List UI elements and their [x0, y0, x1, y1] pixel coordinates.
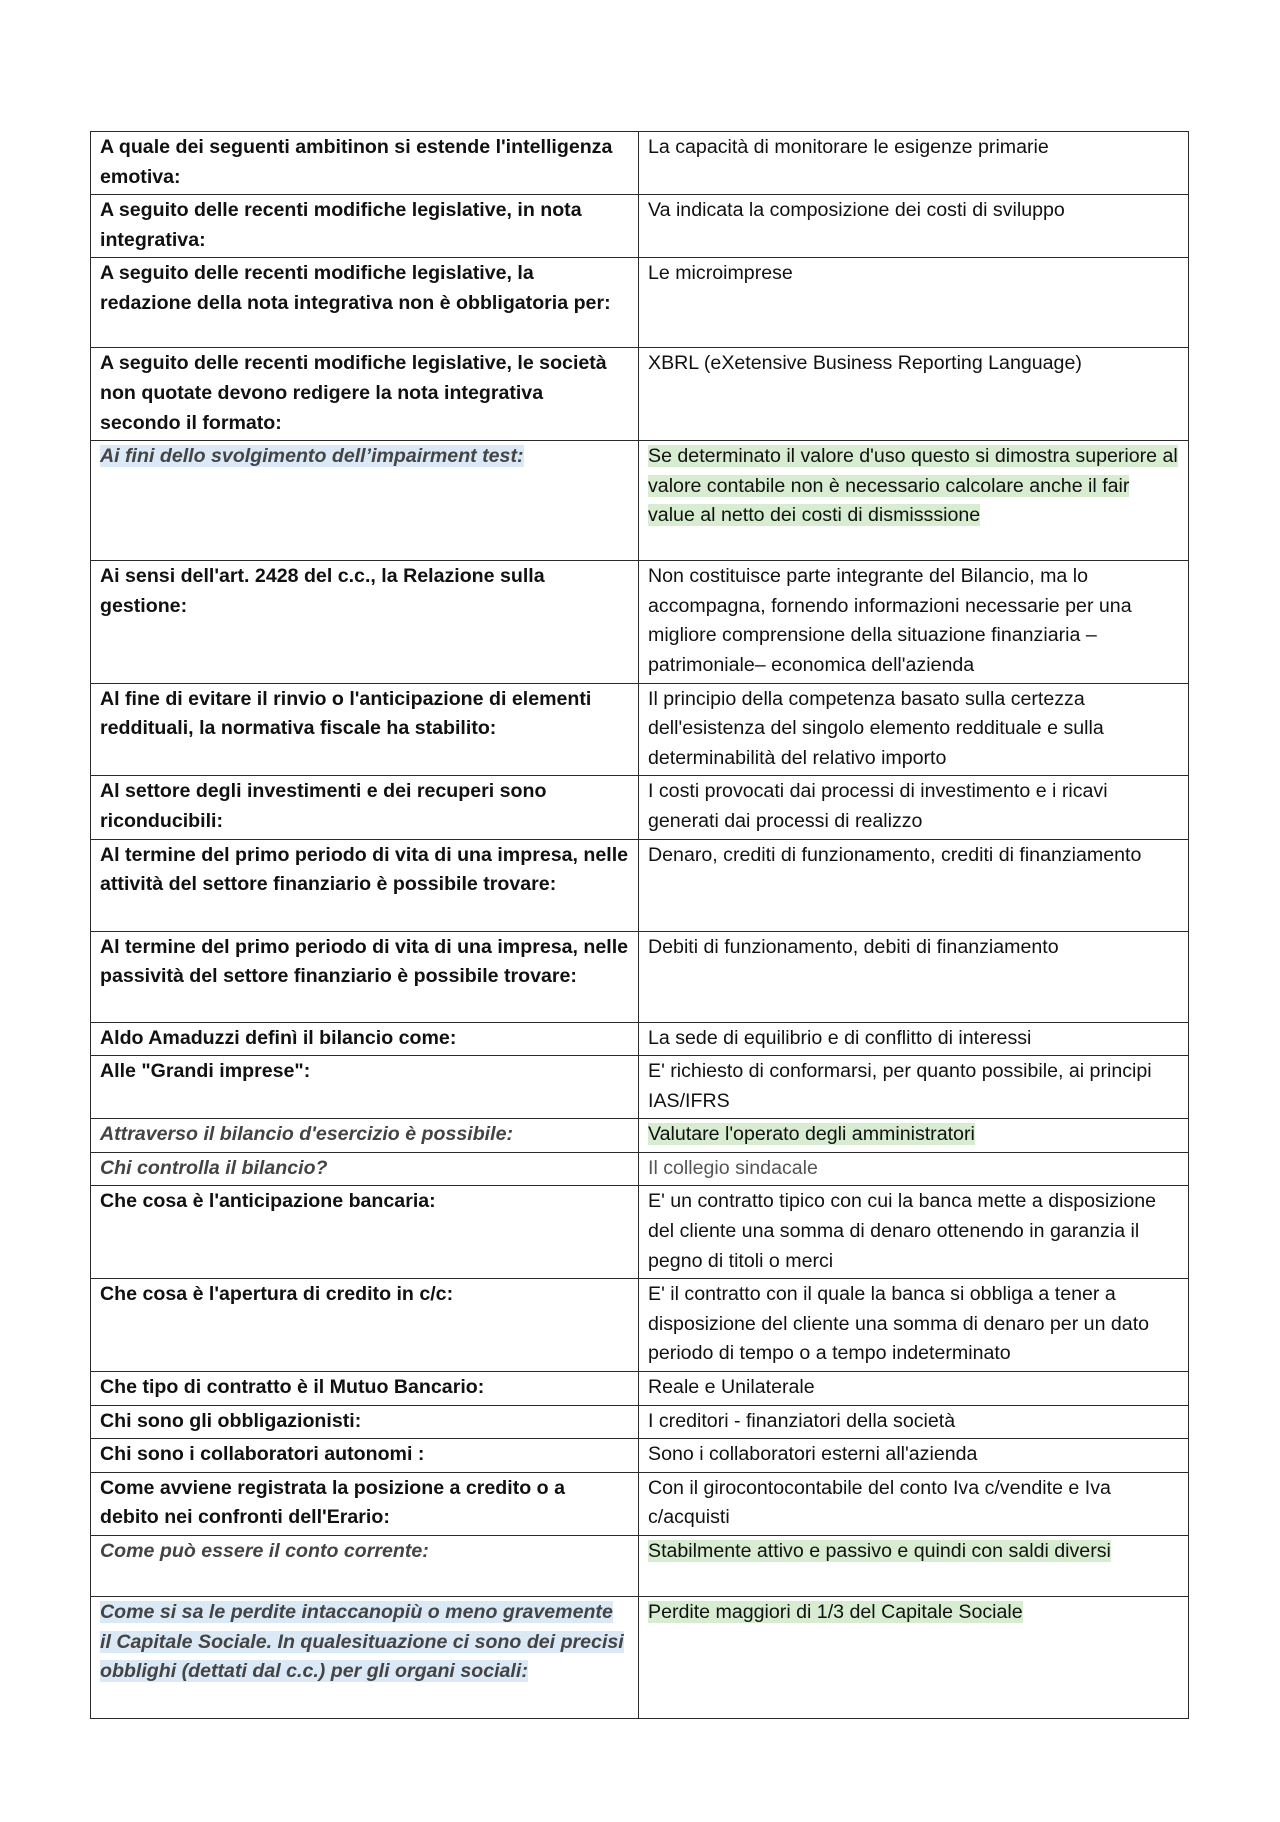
- question-cell: Come può essere il conto corrente:: [91, 1536, 639, 1597]
- table-row: [91, 839, 1189, 931]
- highlighted-question: Ai fini dello svolgimento dell’impairment test:: [100, 445, 524, 468]
- table-row: [91, 776, 1189, 839]
- answer-cell: E' un contratto tipico con cui la banca mette a disposizione del cliente una somma di denaro ottenendo in garanzia il pegno di titoli o merci: [639, 1186, 1189, 1279]
- question-cell: Chi sono gli obbligazionisti:: [91, 1405, 639, 1439]
- table-row: [91, 1536, 1189, 1597]
- question-cell: Aldo Amaduzzi definì il bilancio come:: [91, 1022, 639, 1056]
- table-row: [91, 1405, 1189, 1439]
- table-row: [91, 1472, 1189, 1535]
- answer-cell: Reale e Unilaterale: [639, 1372, 1189, 1406]
- highlighted-answer: Perdite maggiori di 1/3 del Capitale Sociale: [648, 1601, 1023, 1623]
- question-cell: A seguito delle recenti modifiche legislative, le società non quotate devono redigere la nota integrativa secondo il formato:: [91, 348, 639, 441]
- question-cell: Attraverso il bilancio d'esercizio è possibile:: [91, 1119, 639, 1153]
- question-cell: [91, 1597, 639, 1719]
- answer-cell: Sono i collaboratori esterni all'azienda: [639, 1439, 1189, 1473]
- highlighted-question: Come si sa le perdite intaccanopiù o meno gravemente il Capitale Sociale. In qualesituazione ci sono dei precisi obblighi (dettati dal c.c.) per gli organi sociali:: [100, 1601, 624, 1683]
- table-row: [91, 348, 1189, 441]
- question-cell: A quale dei seguenti ambitinon si estende l'intelligenza emotiva:: [91, 132, 639, 195]
- answer-cell: Il collegio sindacale: [639, 1152, 1189, 1186]
- table-row: [91, 683, 1189, 776]
- answer-cell: Il principio della competenza basato sulla certezza dell'esistenza del singolo elemento reddituale e sulla determinabilità del relativo importo: [639, 683, 1189, 776]
- answer-cell: Denaro, crediti di funzionamento, crediti di finanziamento: [639, 839, 1189, 931]
- table-row: [91, 931, 1189, 1022]
- table-row: [91, 1279, 1189, 1372]
- question-cell: A seguito delle recenti modifiche legislative, la redazione della nota integrativa non è obbligatoria per:: [91, 258, 639, 348]
- table-row: [91, 1022, 1189, 1056]
- answer-cell: Debiti di funzionamento, debiti di finanziamento: [639, 931, 1189, 1022]
- table-row: [91, 1152, 1189, 1186]
- table-row: [91, 258, 1189, 348]
- question-cell: Ai sensi dell'art. 2428 del c.c., la Relazione sulla gestione:: [91, 561, 639, 683]
- answer-cell: Le microimprese: [639, 258, 1189, 348]
- highlighted-answer: Se determinato il valore d'uso questo si dimostra superiore al valore contabile non è necessario calcolare anche il fair value al netto dei costi di dismisssione: [648, 445, 1178, 527]
- answer-cell: Va indicata la composizione dei costi di sviluppo: [639, 195, 1189, 258]
- table-row: [91, 132, 1189, 195]
- question-cell: Che tipo di contratto è il Mutuo Bancario:: [91, 1372, 639, 1406]
- table-row: [91, 1597, 1189, 1719]
- table-row: [91, 1119, 1189, 1153]
- highlighted-answer: Valutare l'operato degli amministratori: [648, 1123, 975, 1146]
- question-cell: [91, 441, 639, 561]
- question-cell: Al settore degli investimenti e dei recuperi sono riconducibili:: [91, 776, 639, 839]
- question-cell: Chi controlla il bilancio?: [91, 1152, 639, 1186]
- question-cell: Alle "Grandi imprese":: [91, 1056, 639, 1119]
- answer-cell: E' richiesto di conformarsi, per quanto possibile, ai principi IAS/IFRS: [639, 1056, 1189, 1119]
- answer-cell: XBRL (eXetensive Business Reporting Language): [639, 348, 1189, 441]
- question-cell: A seguito delle recenti modifiche legislative, in nota integrativa:: [91, 195, 639, 258]
- table-row: [91, 441, 1189, 561]
- table-row: [91, 1439, 1189, 1473]
- table-row: [91, 1056, 1189, 1119]
- question-cell: Che cosa è l'anticipazione bancaria:: [91, 1186, 639, 1279]
- table-row: [91, 561, 1189, 683]
- table-row: [91, 1186, 1189, 1279]
- answer-cell: E' il contratto con il quale la banca si obbliga a tener a disposizione del cliente una somma di denaro per un dato periodo di tempo o a tempo indeterminato: [639, 1279, 1189, 1372]
- answer-cell: La capacità di monitorare le esigenze primarie: [639, 132, 1189, 195]
- answer-cell: I costi provocati dai processi di investimento e i ricavi generati dai processi di realizzo: [639, 776, 1189, 839]
- answer-cell: [639, 1119, 1189, 1153]
- question-cell: Al termine del primo periodo di vita di una impresa, nelle passività del settore finanziario è possibile trovare:: [91, 931, 639, 1022]
- question-cell: Chi sono i collaboratori autonomi :: [91, 1439, 639, 1473]
- highlighted-answer: Stabilmente attivo e passivo e quindi con saldi diversi: [648, 1540, 1111, 1562]
- answer-cell: [639, 441, 1189, 561]
- table-row: [91, 1372, 1189, 1406]
- table-row: [91, 195, 1189, 258]
- answer-cell: Con il girocontocontabile del conto Iva c/vendite e Iva c/acquisti: [639, 1472, 1189, 1535]
- answer-cell: Non costituisce parte integrante del Bilancio, ma lo accompagna, fornendo informazioni necessarie per una migliore comprensione della situazione finanziaria – patrimoniale– economica dell'azienda: [639, 561, 1189, 683]
- answer-cell: La sede di equilibrio e di conflitto di interessi: [639, 1022, 1189, 1056]
- question-cell: Che cosa è l'apertura di credito in c/c:: [91, 1279, 639, 1372]
- answer-cell: [639, 1597, 1189, 1719]
- qa-table: [90, 131, 1189, 1719]
- question-cell: Al termine del primo periodo di vita di una impresa, nelle attività del settore finanziario è possibile trovare:: [91, 839, 639, 931]
- question-cell: Come avviene registrata la posizione a credito o a debito nei confronti dell'Erario:: [91, 1472, 639, 1535]
- answer-cell: [639, 1536, 1189, 1597]
- answer-cell: I creditori - finanziatori della società: [639, 1405, 1189, 1439]
- question-cell: Al fine di evitare il rinvio o l'anticipazione di elementi reddituali, la normativa fiscale ha stabilito:: [91, 683, 639, 776]
